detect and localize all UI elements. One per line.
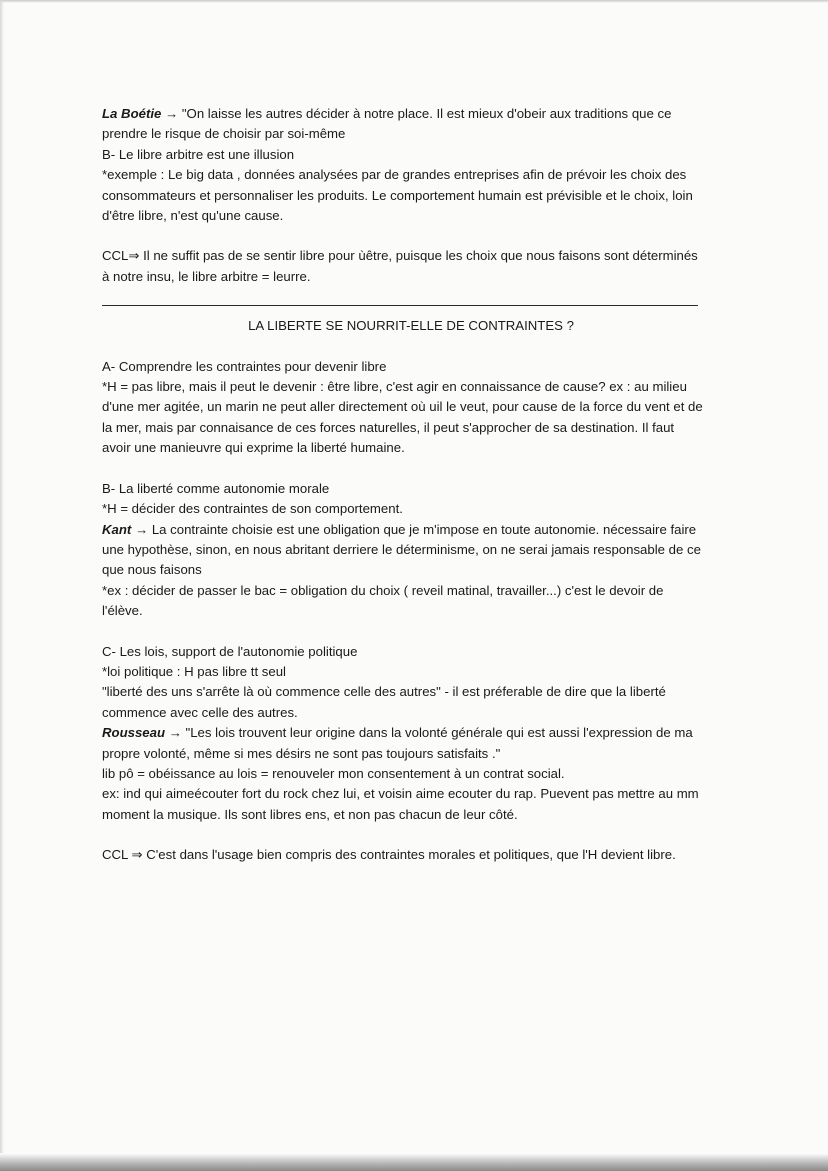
author-boetie: La Boétie [102,106,162,121]
spacer [102,226,706,246]
spacer [102,622,706,642]
scan-edge-top [0,0,828,3]
spacer [102,337,706,357]
scan-edge-bottom [0,1153,828,1171]
spacer [102,459,706,479]
subsection-c-line: lib pô = obéissance au lois = renouveler mon consentement à un contrat social. [102,765,565,781]
boetie-paragraph [102,104,706,145]
subsection-c-line: *loi politique : H pas libre tt seul [102,663,286,679]
kant-text: → La contrainte choisie est une obligation que je m'impose en toute autonomie. nécessaire faire une hypothèse, sinon, en nous abritant derriere le déterminisme, on ne serai jamais responsable de ce que nous faisons [102,521,701,578]
author-rousseau: Rousseau [102,725,166,741]
conclusion-2: CCL ⇒ C'est dans l'usage bien compris des contraintes morales et politiques, que l'H devient libre. [102,847,676,863]
boetie-quote: → "On laisse les autres décider à notre place. Il est mieux d'obeir aux traditions que ce prendre le risque de choisir par soi-même [102,106,672,142]
subsection-b-title: B- La liberté comme autonomie morale [102,480,330,496]
subsection-b-line: *H = décider des contraintes de son comportement. [102,501,403,517]
subsection-b-title: B- Le libre arbitre est une illusion [102,146,295,162]
author-kant: Kant [102,521,132,537]
bac-example: *ex : décider de passer le bac = obligation du choix ( reveil matinal, travailler...) c'est le devoir de l'élève. [102,582,664,619]
subsection-a-title: A- Comprendre les contraintes pour devenir libre [102,358,387,374]
subsection-a-text: *H = pas libre, mais il peut le devenir : être libre, c'est agir en connaissance de cause? ex : au milieu d'une mer agitée, un marin ne peut aller directement où uil le veut, pour cause de la force du vent et de la mer, mais par connaisance de ces forces naturelles, il peut s'approcher de sa destination. Il faut avoir une manieuvre qui exprime la liberté humaine. [102,379,703,456]
music-example: ex: ind qui aimeécouter fort du rock chez lui, et voisin aime ecouter du rap. Puevent pas mettre au mm moment la musique. Ils sont libres ens, et non pas chacun de leur côté. [102,786,699,822]
subsection-c-title: C- Les lois, support de l'autonomie politique [102,643,358,659]
spacer [102,825,706,845]
spacer [102,287,706,305]
conclusion-1: CCL⇒ Il ne suffit pas de se sentir libre pour ùêtre, puisque les choix que nous faisons sont déterminés à notre insu, le libre arbitre = leurre. [102,248,698,284]
rousseau-text: → "Les lois trouvent leur origine dans la volonté générale qui est aussi l'expression de ma propre volonté, même si mes désirs ne sont pas toujours satisfaits ." [102,725,693,761]
rousseau-paragraph [102,723,706,764]
kant-paragraph [102,520,706,581]
spacer [102,306,706,316]
subsection-c-line: "liberté des uns s'arrête là où commence celle des autres" - il est préferable de dire que la liberté commence avec celle des autres. [102,684,666,720]
big-data-example: *exemple : Le big data , données analysées par de grandes entreprises afin de prévoir les choix des consommateurs et personnaliser les produits. Le comportement humain est prévisible et le choix, loin d'être libre, n'est qu'une cause. [102,167,693,224]
section-heading: LA LIBERTE SE NOURRIT-ELLE DE CONTRAINTES ? [248,318,574,334]
scan-edge-left [0,0,4,1171]
document-content [102,104,706,866]
